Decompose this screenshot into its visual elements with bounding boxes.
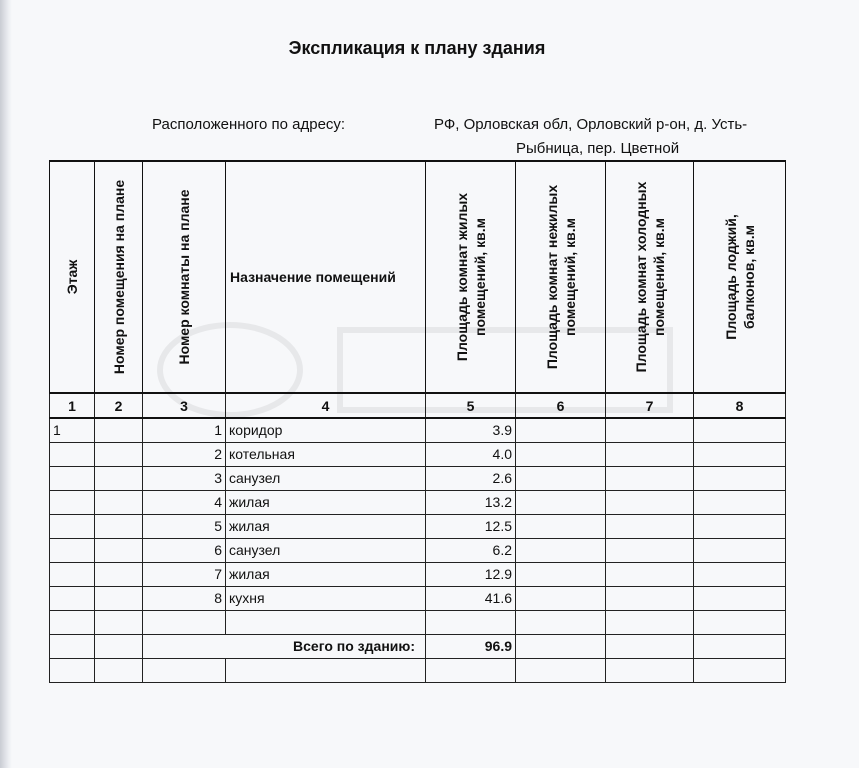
table-row <box>50 442 786 466</box>
table-cell <box>606 442 694 466</box>
table-cell <box>516 490 606 514</box>
table-cell <box>694 634 786 658</box>
table-cell <box>606 490 694 514</box>
table-cell <box>606 658 694 682</box>
table-cell: 1 <box>50 418 95 442</box>
column-number: 7 <box>606 393 694 418</box>
page-title: Экспликация к плану здания <box>288 38 546 58</box>
table-cell <box>50 466 95 490</box>
table-cell <box>694 658 786 682</box>
column-number: 4 <box>226 393 426 418</box>
page-edge-shadow <box>0 0 12 768</box>
table-cell <box>50 658 95 682</box>
table-cell <box>694 442 786 466</box>
table-cell <box>694 610 786 634</box>
table-row <box>50 490 786 514</box>
header-cell: Этаж <box>50 161 95 393</box>
table-cell: 2 <box>143 442 226 466</box>
table-cell: 7 <box>143 562 226 586</box>
table-cell <box>95 418 143 442</box>
table-cell <box>95 658 143 682</box>
table-cell <box>516 466 606 490</box>
column-number: 6 <box>516 393 606 418</box>
table-row <box>50 658 786 682</box>
header-cell: Номер помещения на плане <box>95 161 143 393</box>
table-row <box>50 538 786 562</box>
table-cell <box>50 610 95 634</box>
column-number: 5 <box>426 393 516 418</box>
table-cell <box>694 538 786 562</box>
table-cell: 12.5 <box>426 514 516 538</box>
table-cell <box>516 610 606 634</box>
table-cell: санузел <box>226 538 426 562</box>
table-cell <box>95 586 143 610</box>
table-header-row <box>50 161 786 393</box>
table-cell <box>694 490 786 514</box>
table-cell <box>516 538 606 562</box>
table-cell: 41.6 <box>426 586 516 610</box>
table-cell: жилая <box>226 562 426 586</box>
table-cell <box>95 466 143 490</box>
table-cell <box>95 442 143 466</box>
table-cell <box>50 538 95 562</box>
table-cell <box>516 418 606 442</box>
table-row <box>50 562 786 586</box>
table-cell: жилая <box>226 490 426 514</box>
table-row <box>50 610 786 634</box>
table-cell <box>606 514 694 538</box>
header-cell: Назначение помещений <box>226 161 426 393</box>
column-number: 3 <box>143 393 226 418</box>
table-cell <box>95 634 143 658</box>
table-cell <box>516 562 606 586</box>
table-cell <box>606 586 694 610</box>
table-cell <box>226 610 426 634</box>
table-cell: 5 <box>143 514 226 538</box>
header-cell: Площадь комнат жилых помещений, кв.м <box>426 161 516 393</box>
table-cell: 6 <box>143 538 226 562</box>
explication-table <box>49 160 786 683</box>
table-cell <box>694 562 786 586</box>
table-cell <box>50 442 95 466</box>
address-line-2: Рыбница, пер. Цветной <box>516 140 680 157</box>
table-cell <box>143 658 226 682</box>
table-cell <box>50 490 95 514</box>
table-cell <box>516 658 606 682</box>
address-label: Расположенного по адресу: <box>152 116 346 133</box>
table-cell <box>516 634 606 658</box>
table-row <box>50 466 786 490</box>
table-cell: 13.2 <box>426 490 516 514</box>
total-row <box>50 634 786 658</box>
table-cell <box>606 538 694 562</box>
table-cell <box>426 610 516 634</box>
table-cell <box>143 610 226 634</box>
table-cell <box>606 634 694 658</box>
table-cell: 12.9 <box>426 562 516 586</box>
table-cell <box>50 634 95 658</box>
table-cell <box>95 538 143 562</box>
table-row <box>50 586 786 610</box>
header-cell: Номер комнаты на плане <box>143 161 226 393</box>
table-cell <box>426 658 516 682</box>
table-cell <box>694 586 786 610</box>
table-cell <box>606 466 694 490</box>
table-cell: 3 <box>143 466 226 490</box>
table-cell: котельная <box>226 442 426 466</box>
table-cell <box>50 514 95 538</box>
table-cell <box>516 586 606 610</box>
column-number: 8 <box>694 393 786 418</box>
table-cell: 3.9 <box>426 418 516 442</box>
header-cell: Площадь комнат нежилых помещений, кв.м <box>516 161 606 393</box>
table-cell: коридор <box>226 418 426 442</box>
table-cell <box>95 610 143 634</box>
column-number: 2 <box>95 393 143 418</box>
total-label: Всего по зданию: <box>143 634 426 658</box>
header-cell: Площадь лоджий, балконов, кв.м <box>694 161 786 393</box>
table-cell <box>694 418 786 442</box>
table-cell <box>606 418 694 442</box>
table-cell <box>516 442 606 466</box>
table-cell <box>516 514 606 538</box>
table-cell <box>95 490 143 514</box>
table-cell: 4.0 <box>426 442 516 466</box>
table-cell: 6.2 <box>426 538 516 562</box>
table-cell <box>606 610 694 634</box>
table-cell: 8 <box>143 586 226 610</box>
table-cell: 1 <box>143 418 226 442</box>
header-cell: Площадь комнат холодных помещений, кв.м <box>606 161 694 393</box>
table-row <box>50 418 786 442</box>
column-number: 1 <box>50 393 95 418</box>
table-cell <box>694 514 786 538</box>
table-cell <box>606 562 694 586</box>
table-cell: кухня <box>226 586 426 610</box>
table-cell <box>50 562 95 586</box>
table-cell: 2.6 <box>426 466 516 490</box>
total-value: 96.9 <box>426 634 516 658</box>
column-number-row <box>50 393 786 418</box>
table-row <box>50 514 786 538</box>
table-cell: жилая <box>226 514 426 538</box>
table-cell <box>95 514 143 538</box>
table-cell: санузел <box>226 466 426 490</box>
table-cell <box>95 562 143 586</box>
table-cell <box>50 586 95 610</box>
table-cell <box>694 466 786 490</box>
table-cell <box>226 658 426 682</box>
address-line-1: РФ, Орловская обл, Орловский р-он, д. Усть- <box>434 116 748 133</box>
table-cell: 4 <box>143 490 226 514</box>
